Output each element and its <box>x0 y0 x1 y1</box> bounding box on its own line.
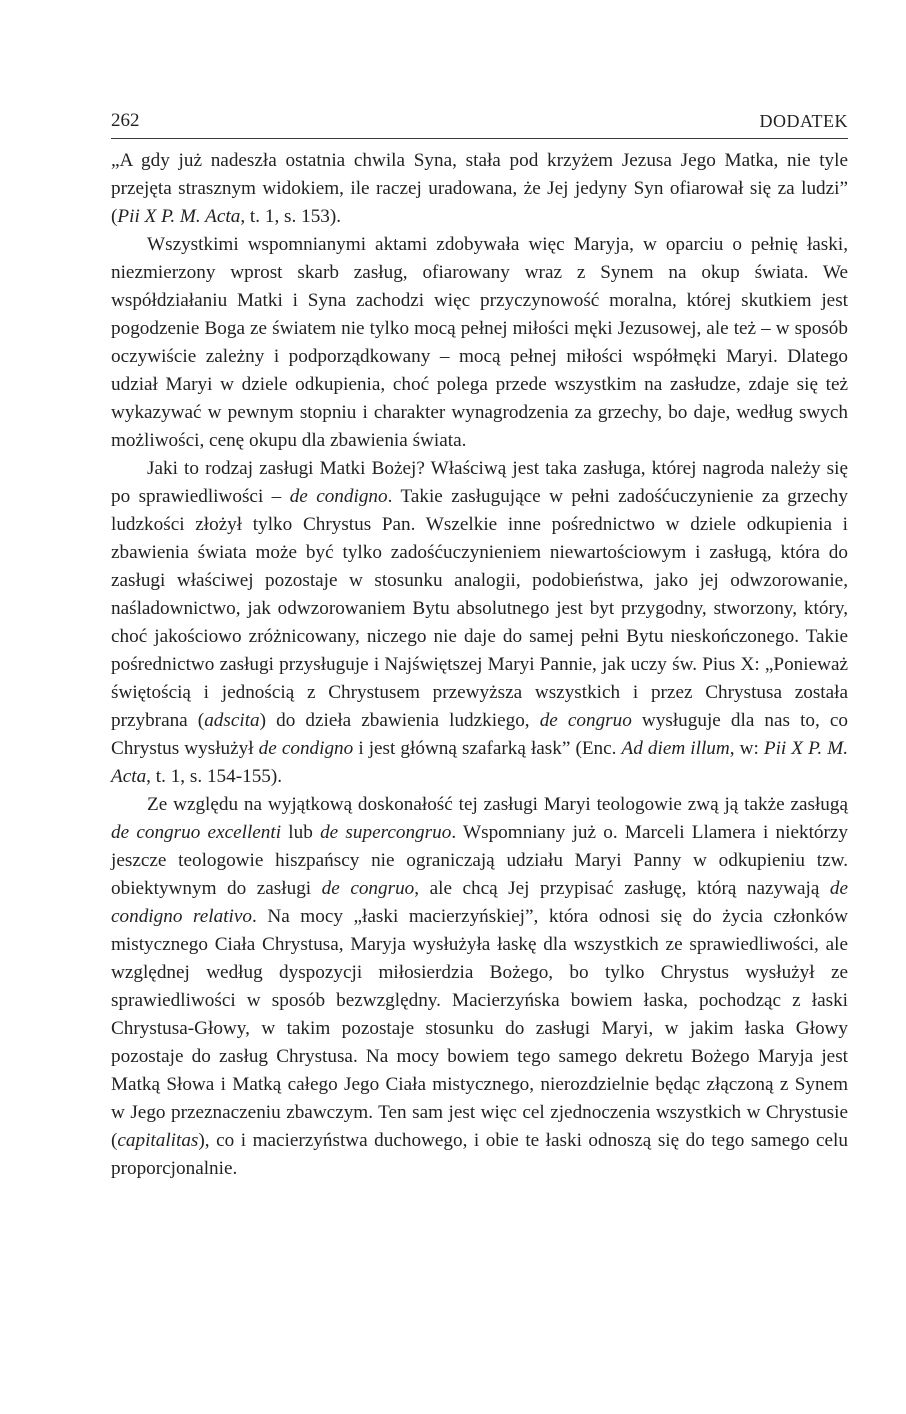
text-run: wysługuje dla nas to, co Chrystus wysłużył <box>111 710 849 759</box>
paragraph-2 <box>111 231 848 455</box>
text-run: Wszystkimi wspomnianymi aktami zdobywała więc Maryja, w oparciu o pełnię łaski, niezmierzony wprost skarb zasług, ofiarowany wraz z Synem na okup świata. We współdziałaniu Matki i Syna zachodzi więc przyczynowość moralna, której skutkiem jest pogodzenie Boga ze światem nie tylko mocą pełnej miłości męki Jezusowej, ale też – w sposób oczywiście zależny i podporządkowany – mocą pełnej miłości współmęki Maryi. Dlatego udział Maryi w dziele odkupienia, choć polega przede wszystkim na zasłudze, zdaje się też wykazywać w pewnym stopniu i charakter wynagrodzenia za grzechy, bo daje, według swych możliwości, cenę okupu dla zbawienia świata. <box>111 234 848 451</box>
italic-text-run: de supercongruo <box>320 822 452 843</box>
text-run: „A gdy już nadeszła ostatnia chwila Syna, stała pod krzyżem Jezusa Jego Matka, nie tyle przejęta strasznym widokiem, ile raczej uradowana, że Jej jedyny Syn ofiarował się za ludzi” ( <box>111 150 848 227</box>
body-text <box>111 147 848 1183</box>
paragraph-3 <box>111 455 848 791</box>
text-run: . Na mocy „łaski macierzyńskiej”, która odnosi się do życia członków mistycznego Ciała Chrystusa, Maryja wysłużyła łaskę dla wszystkich ze sprawiedliwości, ale względnej według dyspozycji miłosierdzia Bożego, bo tylko Chrystus wysłużył ze sprawiedliwości w sposób bezwzględny. Macierzyńska bowiem łaska, pochodząc z łaski Chrystusa-Głowy, w takim pozostaje stosunku do zasługi Maryi, w jakim łaska Głowy pozostaje do zasług Chrystusa. Na mocy bowiem tego samego dekretu Bożego Maryja jest Matką Słowa i Matką całego Jego Ciała mistycznego, nierozdzielnie będąc złączoną z Synem w Jego przeznaczeniu zbawczym. Ten sam jest więc cel zjednoczenia wszystkich w Chrystusie ( <box>111 906 848 1151</box>
text-run: , ale chcą Jej przypisać zasługę, którą nazywają <box>414 878 830 899</box>
running-section-title: DODATEK <box>759 111 848 131</box>
text-run: . Wspomniany już o. Marceli Llamera i niektórzy jeszcze teologowie hiszpańscy nie ograniczają udziału Maryi Panny w odkupieniu tzw. obiektywnym do zasługi <box>111 822 848 899</box>
paragraph-4 <box>111 791 848 1183</box>
text-run: Ze względu na wyjątkową doskonałość tej zasługi Maryi teologowie zwą ją także zasługą <box>147 794 848 815</box>
italic-text-run: adscita <box>204 710 260 731</box>
italic-text-run: de congruo excellenti <box>111 822 282 843</box>
text-run: , w: <box>729 738 764 759</box>
italic-text-run: Ad diem illum <box>621 738 730 759</box>
italic-text-run: de congruo <box>539 710 632 731</box>
paragraph-1 <box>111 147 848 231</box>
text-run: lub <box>281 822 321 843</box>
text-run: ), co i macierzyństwa duchowego, i obie te łaski odnoszą się do tego samego celu proporcjonalnie. <box>111 1130 848 1179</box>
italic-text-run: de condigno <box>289 486 388 507</box>
text-run: i jest główną szafarką łask” (Enc. <box>353 738 622 759</box>
page-number: 262 <box>111 110 140 131</box>
italic-text-run: capitalitas <box>117 1130 199 1151</box>
text-run: Jaki to rodzaj zasługi Matki Bożej? Właściwą jest taka zasługa, której nagroda należy się po sprawiedliwości – <box>111 458 848 507</box>
text-run: ) do dzieła zbawienia ludzkiego, <box>259 710 540 731</box>
text-run: . Takie zasługujące w pełni zadośćuczynienie za grzechy ludzkości złożył tylko Chrystus Pan. Wszelkie inne pośrednictwo w dziele odkupienia i zbawienia świata może być tylko zadośćuczynieniem niewartościowym i zasługą, która do zasługi właściwej pozostaje w stosunku analogii, podobieństwa, jako jej odwzorowanie, naśladownictwo, jak odwzorowaniem Bytu absolutnego jest byt przygodny, stworzony, który, choć jakościowo zróżnicowany, niczego nie daje do samej pełni Bytu nieskończonego. Takie pośrednictwo zasługi przysługuje i Najświętszej Maryi Pannie, jak uczy św. Pius X: „Ponieważ świętością i jednością z Chrystusem przewyższa wszystkich i przez Chrystusa została przybrana ( <box>111 486 848 731</box>
running-header <box>111 104 848 139</box>
text-run: , t. 1, s. 153). <box>240 206 342 227</box>
italic-text-run: Pii X P. M. Acta <box>111 738 848 787</box>
italic-text-run: Pii X P. M. Acta <box>117 206 241 227</box>
text-run: , t. 1, s. 154-155). <box>146 766 283 787</box>
italic-text-run: de condigno <box>258 738 354 759</box>
book-page <box>111 104 848 1183</box>
italic-text-run: de condigno relativo <box>111 878 849 927</box>
italic-text-run: de congruo <box>321 878 415 899</box>
